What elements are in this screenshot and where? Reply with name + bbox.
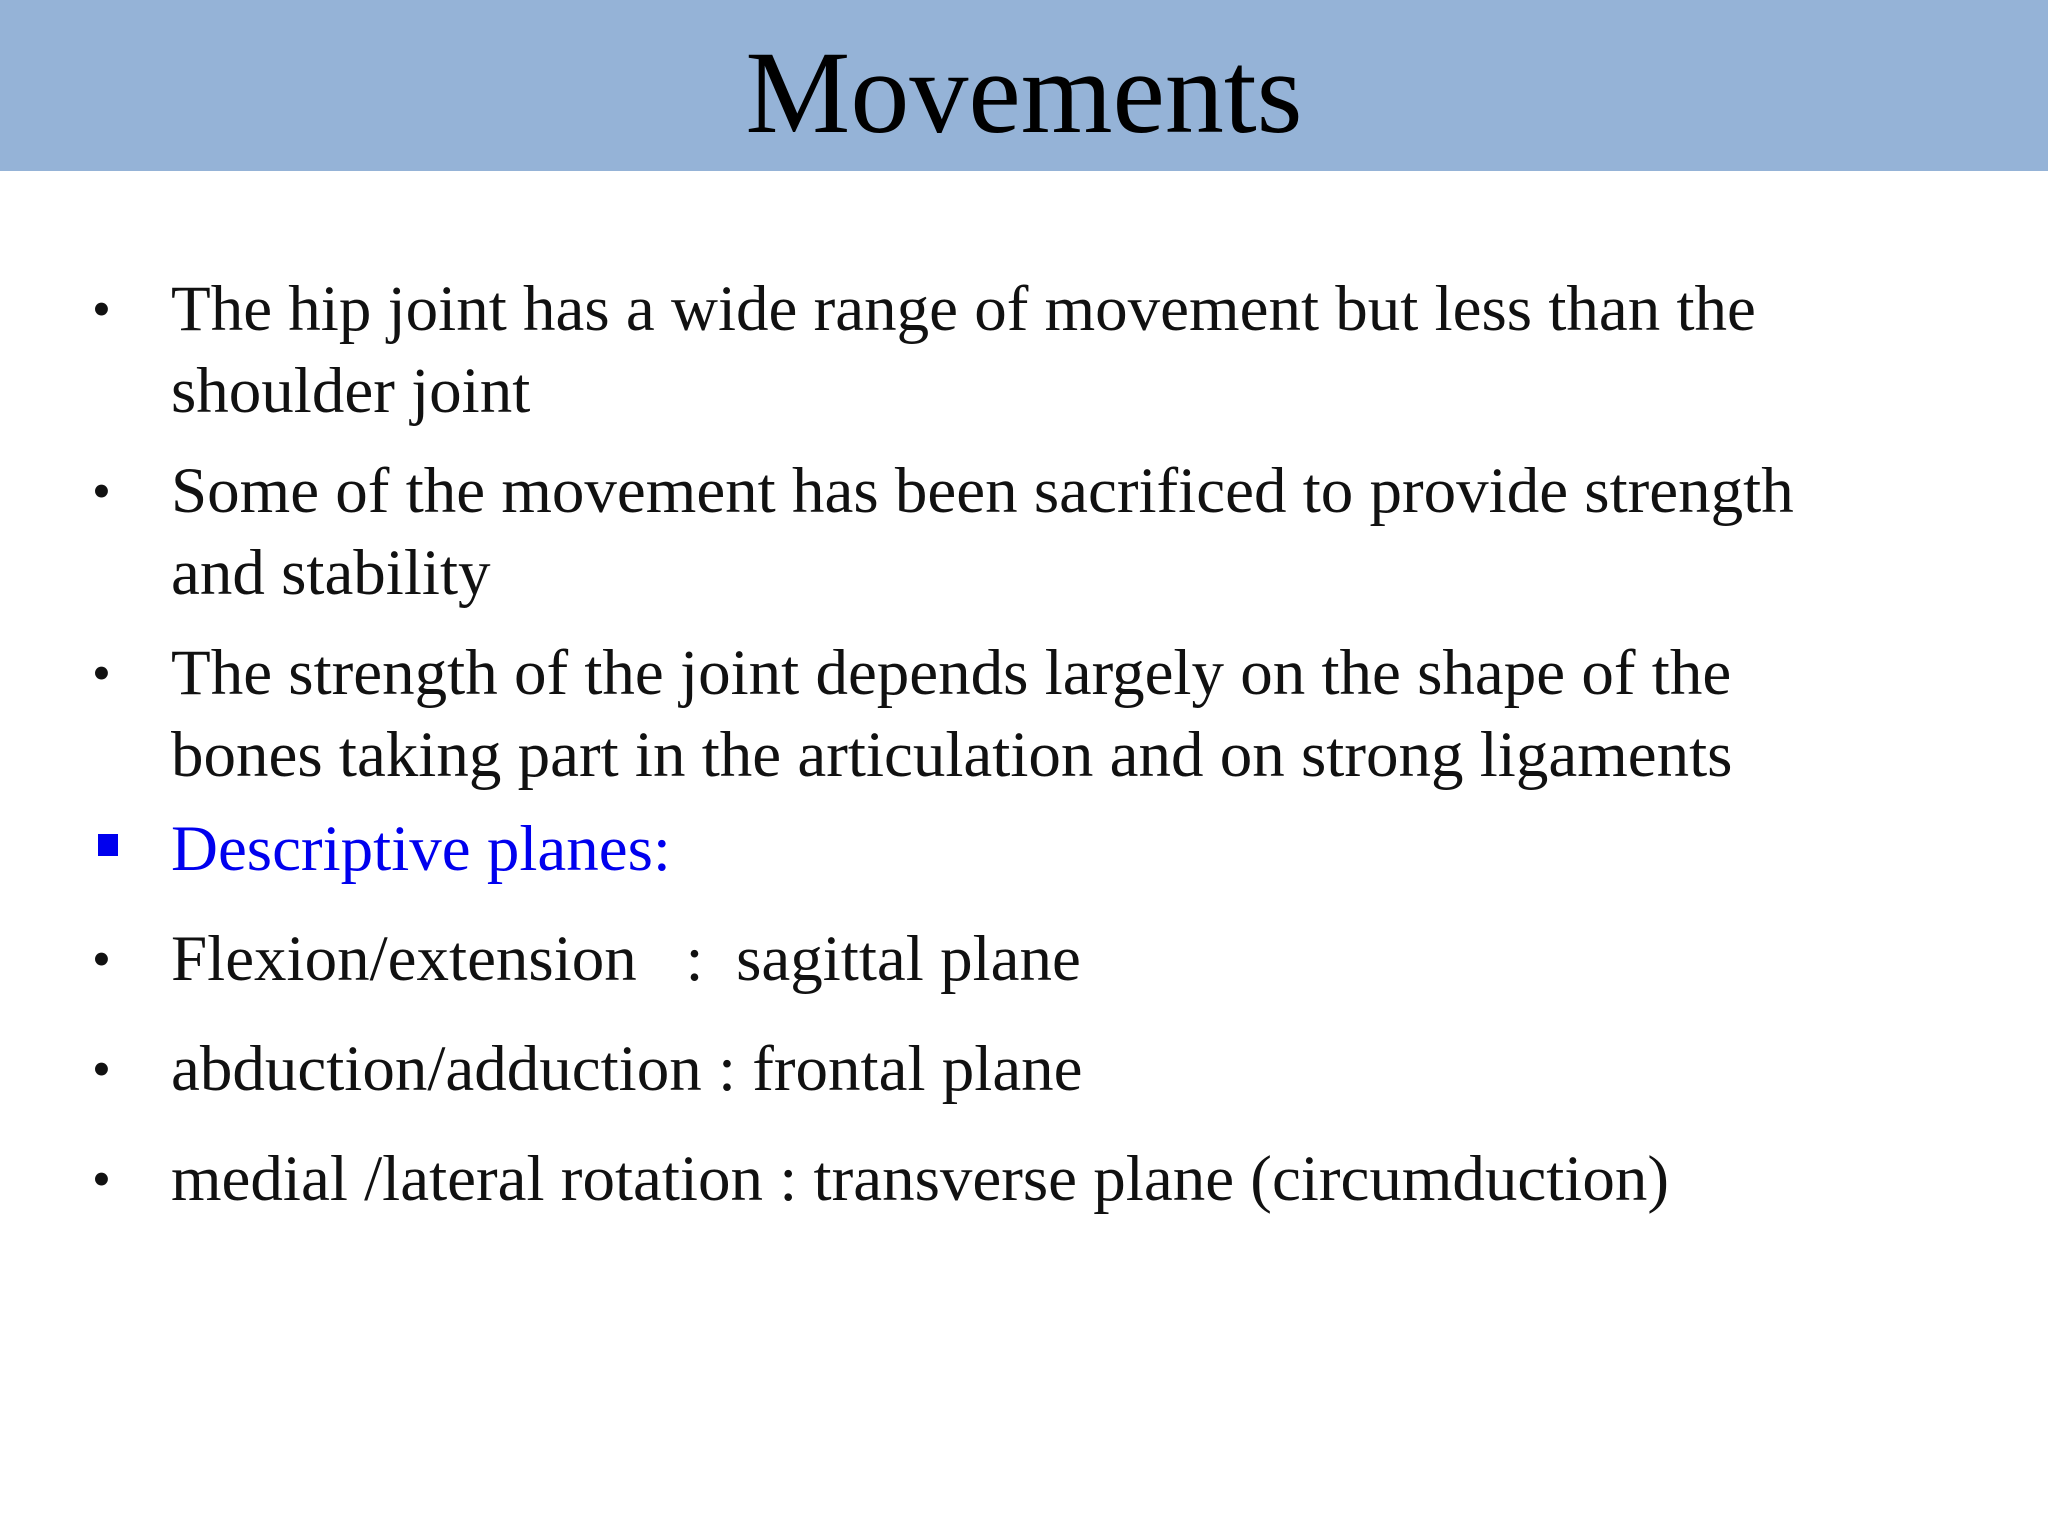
bullet-marker: • — [92, 1149, 111, 1209]
bullet-marker: • — [92, 461, 111, 521]
bullet-marker: • — [92, 1039, 111, 1099]
section-heading: Descriptive planes: — [171, 813, 671, 885]
bullet-text: Flexion/extension : sagittal plane — [171, 923, 1081, 995]
bullet-text: The strength of the joint depends largely on the shape of the bones taking part in the articulation and on strong ligaments — [171, 637, 1733, 791]
bullet-text: Some of the movement has been sacrificed to provide strength and stability — [171, 455, 1794, 609]
bullet-marker: • — [92, 929, 111, 989]
bullet-text: The hip joint has a wide range of movement but less than the shoulder joint — [171, 273, 1756, 427]
bullet-marker: • — [92, 643, 111, 703]
bullet-text: medial /lateral rotation : transverse plane (circumduction) — [171, 1143, 1670, 1215]
bullet-text: abduction/adduction : frontal plane — [171, 1033, 1083, 1105]
square-bullet-icon — [98, 834, 118, 856]
bullet-marker: • — [92, 279, 111, 339]
slide-title: Movements — [745, 27, 1303, 158]
